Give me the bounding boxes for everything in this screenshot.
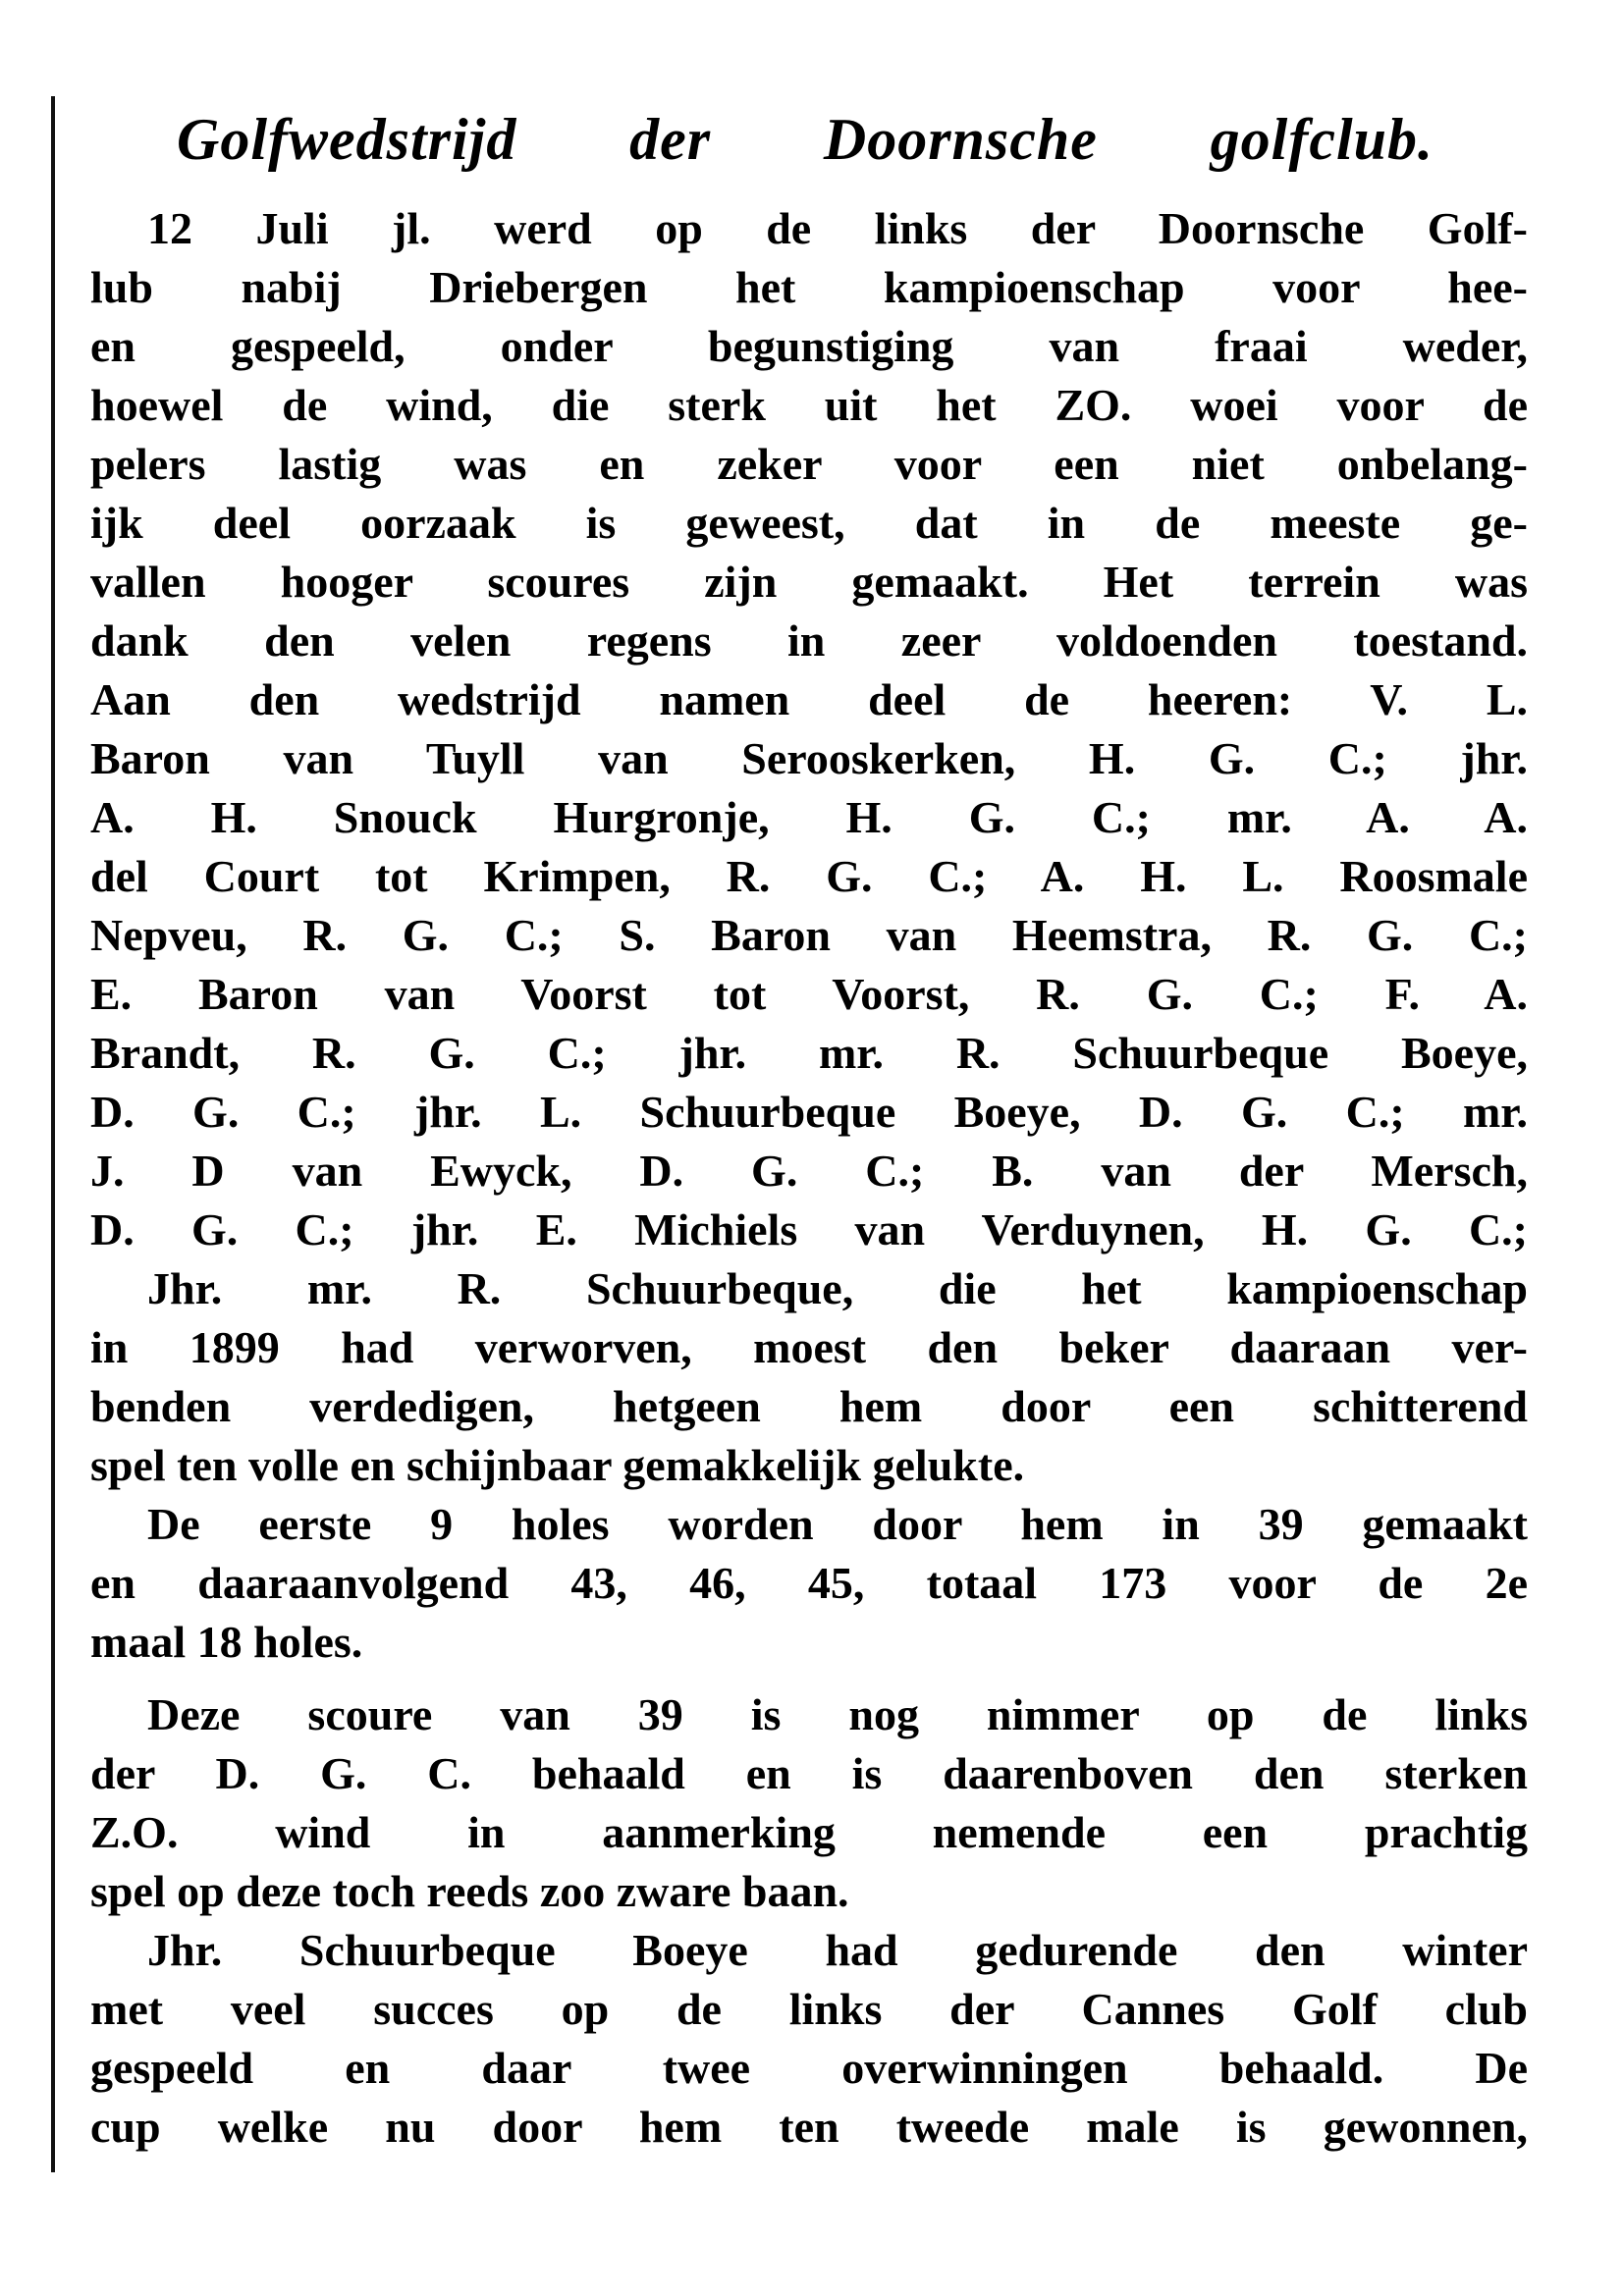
text-line: gespeeld en daar twee overwinningen behaald. De xyxy=(90,2043,1528,2093)
text-line: De eerste 9 holes worden door hem in 39 gemaakt xyxy=(147,1499,1528,1549)
text-line: Brandt, R. G. C.; jhr. mr. R. Schuurbeque Boeye, xyxy=(90,1028,1528,1078)
text-line: hoewel de wind, die sterk uit het ZO. woei voor de xyxy=(90,380,1528,430)
text-line: vallen hooger scoures zijn gemaakt. Het terrein was xyxy=(90,557,1528,607)
text-line: D. G. C.; jhr. L. Schuurbeque Boeye, D. G. C.; mr. xyxy=(90,1087,1528,1137)
column-rule xyxy=(51,96,55,2172)
text-line: in 1899 had verworven, moest den beker daaraan ver- xyxy=(90,1322,1528,1372)
text-line: cup welke nu door hem ten tweede male is gewonnen, xyxy=(90,2102,1528,2152)
text-line: Aan den wedstrijd namen deel de heeren: V. L. xyxy=(90,674,1528,724)
text-line: Jhr. Schuurbeque Boeye had gedurende den winter xyxy=(147,1925,1528,1975)
text-line: Baron van Tuyll van Serooskerken, H. G. C.; jhr. xyxy=(90,733,1528,783)
text-line: pelers lastig was en zeker voor een niet onbelang- xyxy=(90,439,1528,489)
text-line: der D. G. C. behaald en is daarenboven den sterken xyxy=(90,1748,1528,1798)
text-line: spel op deze toch reeds zoo zware baan. xyxy=(90,1866,849,1916)
text-line: A. H. Snouck Hurgronje, H. G. C.; mr. A. A. xyxy=(90,792,1528,842)
text-line: lub nabij Driebergen het kampioenschap voor hee- xyxy=(90,262,1528,312)
text-line: benden verdedigen, hetgeen hem door een schitterend xyxy=(90,1381,1528,1431)
text-line: Z.O. wind in aanmerking nemende een prachtig xyxy=(90,1807,1528,1857)
text-line: spel ten volle en schijnbaar gemakkelijk gelukte. xyxy=(90,1440,1025,1490)
text-line: Jhr. mr. R. Schuurbeque, die het kampioenschap xyxy=(147,1263,1528,1313)
text-line: maal 18 holes. xyxy=(90,1617,363,1667)
text-line: ijk deel oorzaak is geweest, dat in de meeste ge- xyxy=(90,498,1528,548)
text-line: D. G. C.; jhr. E. Michiels van Verduynen, H. G. C.; xyxy=(90,1204,1528,1255)
article-title: Golfwedstrijd der Doornsche golfclub. xyxy=(177,107,1434,172)
text-line: en daaraanvolgend 43, 46, 45, totaal 173 voor de 2e xyxy=(90,1558,1528,1608)
text-line: met veel succes op de links der Cannes Golf club xyxy=(90,1984,1528,2034)
text-line: 12 Juli jl. werd op de links der Doornsche Golf- xyxy=(147,203,1528,253)
text-line: Deze scoure van 39 is nog nimmer op de links xyxy=(147,1689,1528,1739)
text-line: en gespeeld, onder begunstiging van fraai weder, xyxy=(90,321,1528,371)
text-line: J. D van Ewyck, D. G. C.; B. van der Mersch, xyxy=(90,1146,1528,1196)
text-line: Nepveu, R. G. C.; S. Baron van Heemstra, R. G. C.; xyxy=(90,910,1528,960)
text-line: E. Baron van Voorst tot Voorst, R. G. C.; F. A. xyxy=(90,969,1528,1019)
text-line: dank den velen regens in zeer voldoenden toestand. xyxy=(90,615,1528,666)
article-body xyxy=(90,199,1528,2157)
text-line: del Court tot Krimpen, R. G. C.; A. H. L. Roosmale xyxy=(90,851,1528,901)
